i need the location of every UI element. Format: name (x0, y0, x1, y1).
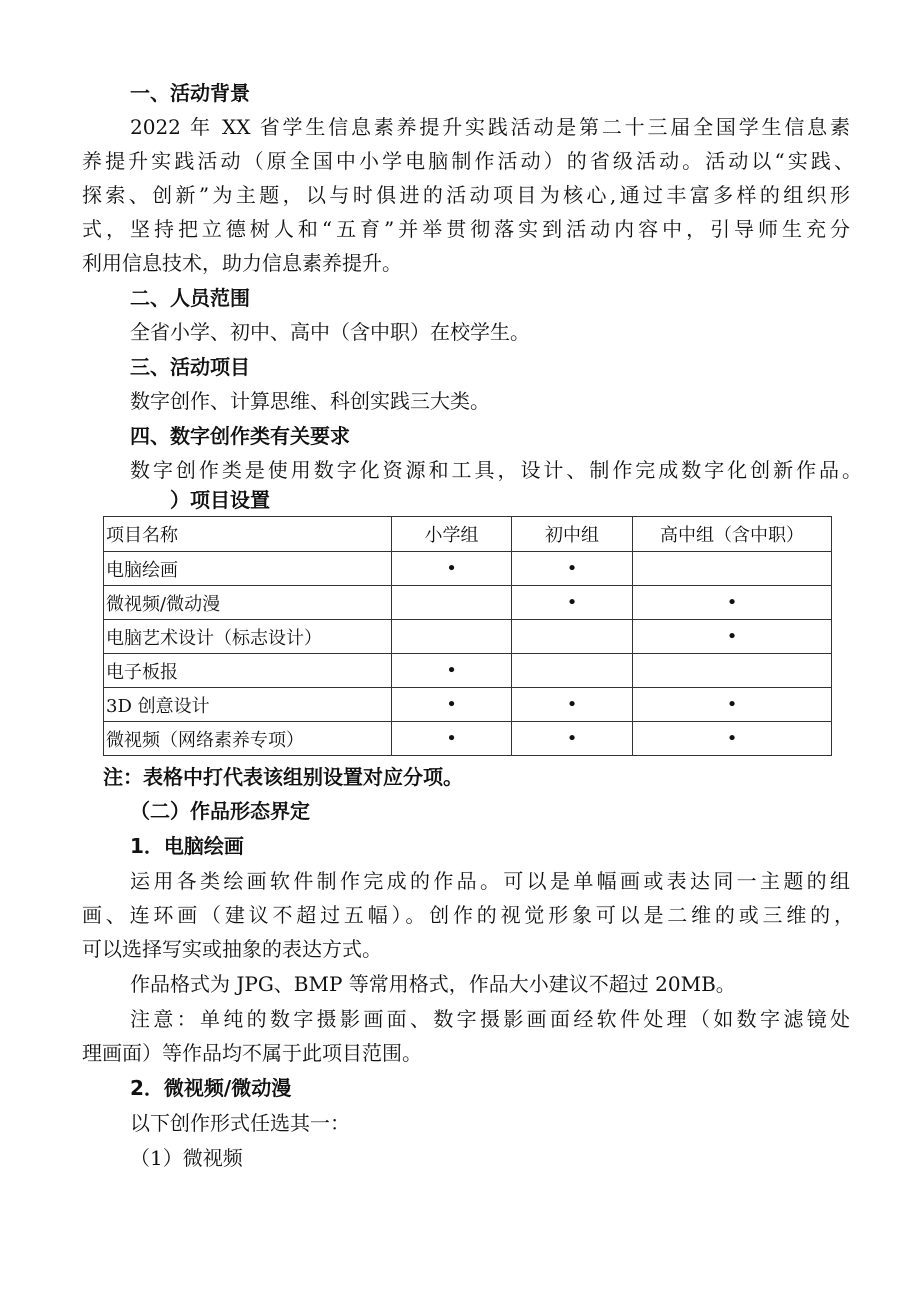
subsection-heading: ）项目设置 (170, 488, 270, 512)
table-note: 注：表格中打代表该组别设置对应分项。 (103, 765, 463, 789)
table-cell: 电脑绘画 (104, 552, 392, 586)
paragraph-line: 式，坚持把立德树人和“五育”并举贯彻落实到活动内容中，引导师生充分 (82, 217, 850, 241)
table-cell: • (392, 552, 512, 586)
table-cell: 3D 创意设计 (104, 688, 392, 722)
table-cell: • (512, 688, 633, 722)
table-row (104, 586, 832, 620)
paragraph-line: 运用各类绘画软件制作完成的作品。可以是单幅画或表达同一主题的组 (130, 869, 850, 893)
paragraph-line: 可以选择写实或抽象的表达方式。 (82, 937, 382, 961)
paragraph-line: 注意：单纯的数字摄影画面、数字摄影画面经软件处理（如数字滤镜处 (130, 1007, 850, 1031)
project-settings-table (103, 516, 832, 756)
table-cell: • (392, 722, 512, 756)
table-row (104, 688, 832, 722)
table-row (104, 620, 832, 654)
paragraph-line: 数字创作、计算思维、科创实践三大类。 (130, 389, 490, 413)
table-cell: 电脑艺术设计（标志设计） (104, 620, 392, 654)
paragraph-line: 全省小学、初中、高中（含中职）在校学生。 (130, 320, 530, 344)
table-cell (633, 654, 832, 688)
table-row (104, 722, 832, 756)
item-heading: 2．微视频/微动漫 (130, 1076, 292, 1100)
table-header: 小学组 (392, 517, 512, 552)
table-cell: • (633, 586, 832, 620)
table-cell: • (633, 722, 832, 756)
table-row (104, 654, 832, 688)
section-heading: 四、数字创作类有关要求 (130, 424, 350, 448)
paragraph-line: （1）微视频 (130, 1146, 243, 1170)
table-cell: • (633, 688, 832, 722)
paragraph-line: 以下创作形式任选其一： (130, 1111, 350, 1135)
table-cell: • (392, 688, 512, 722)
section-heading: 二、人员范围 (130, 286, 250, 310)
table-cell: • (512, 552, 633, 586)
paragraph-line: 养提升实践活动（原全国中小学电脑制作活动）的省级活动。活动以“实践、 (82, 149, 854, 173)
table-cell: 电子板报 (104, 654, 392, 688)
table-cell: • (392, 654, 512, 688)
table-header: 初中组 (512, 517, 633, 552)
section-heading: 一、活动背景 (130, 81, 250, 105)
subsection-heading: （二）作品形态界定 (130, 799, 310, 823)
table-header-row (104, 517, 832, 552)
paragraph-line: 理画面）等作品均不属于此项目范围。 (82, 1041, 422, 1065)
table-cell: 微视频（网络素养专项） (104, 722, 392, 756)
paragraph-line: 2022 年 XX 省学生信息素养提升实践活动是第二十三届全国学生信息素 (130, 115, 850, 139)
table-cell (512, 620, 633, 654)
paragraph-line: 利用信息技术，助力信息素养提升。 (82, 251, 402, 275)
table-cell (512, 654, 633, 688)
table-cell: 微视频/微动漫 (104, 586, 392, 620)
table-cell (633, 552, 832, 586)
table-cell: • (512, 586, 633, 620)
table-header: 项目名称 (104, 517, 392, 552)
table-row (104, 552, 832, 586)
table-cell: • (512, 722, 633, 756)
section-heading: 三、活动项目 (130, 355, 250, 379)
item-heading: 1．电脑绘画 (130, 834, 244, 858)
paragraph-line: 数字创作类是使用数字化资源和工具，设计、制作完成数字化创新作品。 (130, 458, 862, 482)
paragraph-line: 画、连环画（建议不超过五幅）。创作的视觉形象可以是二维的或三维的， (82, 903, 854, 927)
table-cell (392, 620, 512, 654)
table-header: 高中组（含中职） (633, 517, 832, 552)
table-cell (392, 586, 512, 620)
paragraph-line: 作品格式为 JPG、BMP 等常用格式，作品大小建议不超过 20MB。 (130, 972, 736, 996)
table-cell: • (633, 620, 832, 654)
paragraph-line: 探索、创新”为主题，以与时俱进的活动项目为核心,通过丰富多样的组织形 (82, 183, 850, 207)
